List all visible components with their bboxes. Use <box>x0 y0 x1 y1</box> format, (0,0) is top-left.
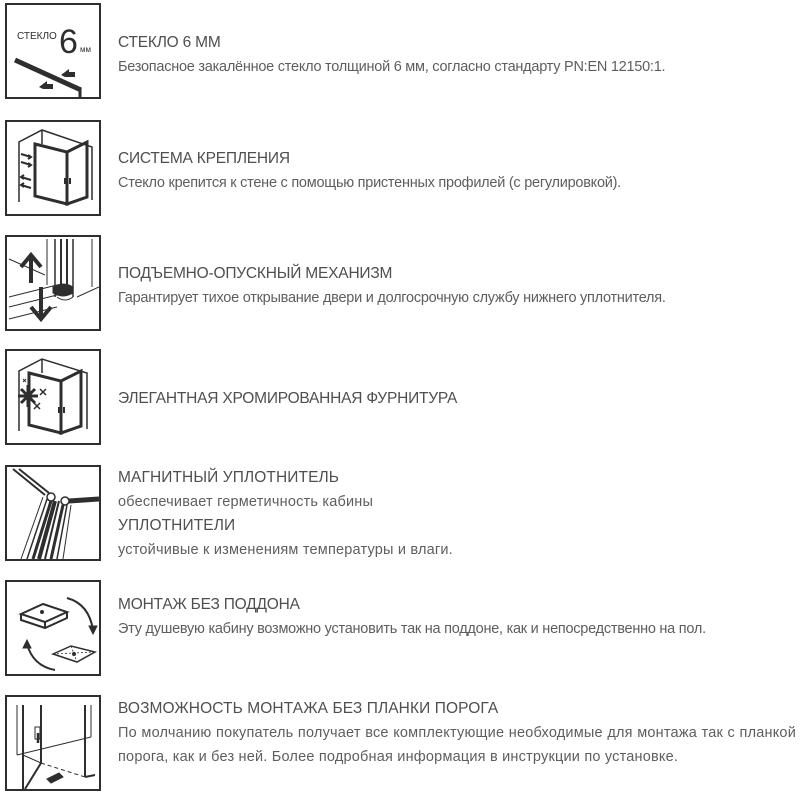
feature-glass-6mm <box>0 3 800 103</box>
feature-title-secondary: УПЛОТНИТЕЛИ <box>118 517 236 534</box>
feature-title: СИСТЕМА КРЕПЛЕНИЯ <box>118 150 290 167</box>
feature-description-secondary: устойчивые к изменениям температуры и влаги. <box>118 542 453 558</box>
feature-title: МОНТАЖ БЕЗ ПОДДОНА <box>118 596 300 613</box>
feature-lift-mechanism <box>0 235 800 335</box>
feature-description: Безопасное закалённое стекло толщиной 6 мм, согласно стандарту PN:EN 12150:1. <box>118 59 666 75</box>
chrome-fittings-icon <box>5 349 101 445</box>
lift-mechanism-icon <box>5 235 101 331</box>
icon-label-big: 6 <box>59 23 78 61</box>
magnetic-seal-icon <box>5 465 101 561</box>
feature-description: обеспечивает герметичность кабины <box>118 494 374 510</box>
feature-description: По молчанию покупатель получает все комплектующие необходимые для монтажа так с планкой порога, как и без ней. Более подробная информация в инструкции по установке. <box>118 725 796 765</box>
feature-description: Гарантирует тихое открывание двери и долгосрочную службу нижнего уплотнителя. <box>118 290 666 306</box>
feature-title: МАГНИТНЫЙ УПЛОТНИТЕЛЬ <box>118 469 340 486</box>
no-threshold-install-icon <box>5 695 101 791</box>
wall-mounting-icon <box>5 120 101 216</box>
feature-no-tray-install <box>0 580 800 680</box>
feature-title: ВОЗМОЖНОСТЬ МОНТАЖА БЕЗ ПЛАНКИ ПОРОГА <box>118 700 499 717</box>
icon-label-unit: мм <box>80 45 91 54</box>
feature-description: Стекло крепится к стене с помощью пристенных профилей (с регулировкой). <box>118 175 621 191</box>
feature-mounting-system <box>0 120 800 220</box>
glass-6mm-icon <box>5 3 101 99</box>
feature-title: ЭЛЕГАНТНАЯ ХРОМИРОВАННАЯ ФУРНИТУРА <box>118 390 458 407</box>
feature-description: Эту душевую кабину возможно установить так на поддоне, как и непосредственно на пол. <box>118 621 706 637</box>
no-tray-install-icon <box>5 580 101 676</box>
icon-label-small: СТЕКЛО <box>17 31 57 42</box>
feature-no-threshold-install <box>0 695 800 795</box>
feature-title: ПОДЪЕМНО-ОПУСКНЫЙ МЕХАНИЗМ <box>118 265 393 282</box>
feature-chrome-fittings <box>0 349 800 449</box>
feature-title: СТЕКЛО 6 ММ <box>118 34 221 51</box>
feature-magnetic-seal <box>0 465 800 565</box>
